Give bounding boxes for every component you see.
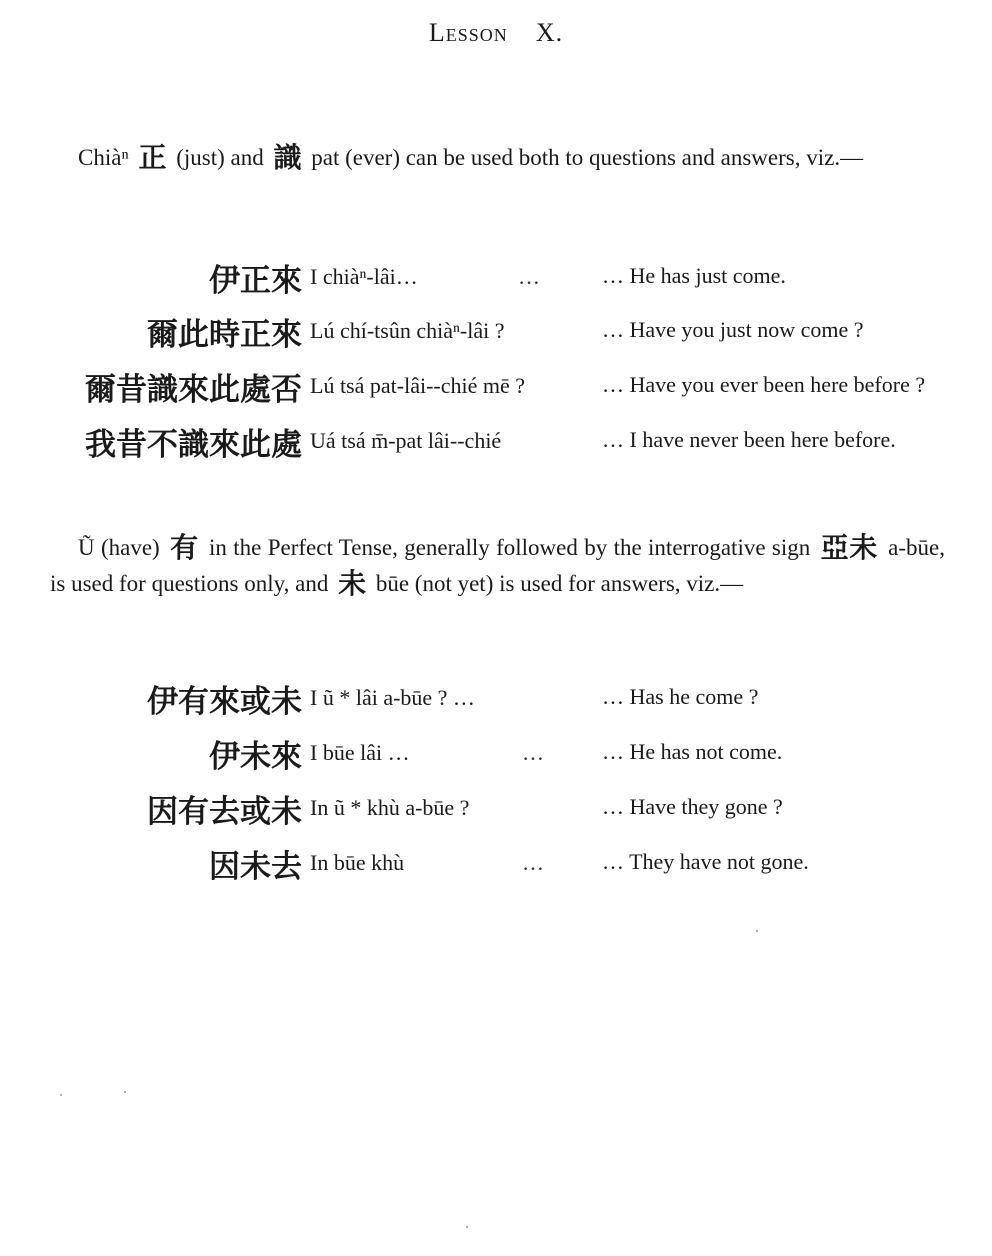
example-chinese: 爾此時正來	[147, 317, 302, 353]
example-row	[0, 316, 992, 372]
example-row	[0, 848, 992, 904]
scan-speck	[124, 1091, 126, 1093]
example-row	[0, 738, 992, 794]
para1-text-3: pat (ever) can be used both to questions and answers, viz.—	[311, 145, 864, 170]
para2-text-4: būe (not yet) is used for answers, viz.—	[375, 571, 744, 596]
example-row	[0, 793, 992, 849]
para1-text-2: (just) and	[176, 145, 264, 170]
para2-chinese-3: 未	[338, 567, 367, 600]
leader-dots: …	[522, 740, 544, 765]
lesson-number: X.	[535, 18, 564, 47]
intro-paragraph-2	[50, 530, 945, 602]
example-translation: … Have you just now come ?	[602, 317, 864, 342]
para2-text-2: in the Perfect Tense, generally followed by the interrogative sign	[209, 535, 811, 560]
example-row	[0, 426, 992, 482]
example-translation: … Have you ever been here before ?	[602, 372, 926, 397]
leader-dots: …	[518, 264, 540, 289]
example-translation: … He has just come.	[602, 263, 786, 288]
leader-dots: …	[522, 850, 544, 875]
example-translation: … He has not come.	[602, 739, 783, 764]
example-chinese: 我昔不識來此處	[85, 427, 302, 463]
example-translation: … Have they gone ?	[602, 794, 783, 819]
example-chinese: 因有去或未	[147, 794, 302, 830]
example-chinese: 伊有來或未	[147, 684, 302, 720]
para1-chinese-2: 識	[273, 141, 302, 174]
example-romanization: I būe lâi …	[310, 740, 410, 765]
para2-chinese-1: 有	[170, 531, 199, 564]
example-chinese: 伊未來	[209, 739, 302, 775]
scan-speck	[466, 1226, 468, 1228]
para2-text-1: Ũ (have)	[78, 535, 160, 560]
intro-paragraph-1	[50, 140, 945, 176]
example-row	[0, 683, 992, 739]
lesson-title	[0, 18, 992, 48]
scan-speck	[60, 1094, 62, 1096]
example-romanization: Uá tsá m̄-pat lâi--chié	[310, 428, 502, 453]
para1-chinese-1: 正	[138, 141, 167, 174]
example-romanization: Lú tsá pat-lâi--chié mē ?	[310, 373, 526, 398]
example-row	[0, 262, 992, 318]
example-romanization: In būe khù	[310, 850, 405, 875]
para2-text-3: a-būe, is used for questions only, and	[50, 535, 945, 596]
para2-chinese-2: 亞未	[820, 531, 878, 564]
example-romanization: In ũ * khù a-būe ?	[310, 795, 470, 820]
example-row	[0, 371, 992, 427]
example-romanization: I chiàⁿ-lâi…	[310, 264, 418, 289]
example-chinese: 爾昔識來此處否	[85, 372, 302, 408]
example-chinese: 伊正來	[209, 263, 302, 299]
example-translation: … I have never been here before.	[602, 427, 896, 452]
scan-speck	[756, 930, 758, 932]
example-translation: … They have not gone.	[602, 849, 809, 874]
example-romanization: I ũ * lâi a-būe ? …	[310, 685, 475, 710]
example-romanization: Lú chí-tsûn chiàⁿ-lâi ?	[310, 318, 505, 343]
example-translation: … Has he come ?	[602, 684, 759, 709]
para1-text-1: Chiàⁿ	[78, 145, 129, 170]
lesson-word: Lesson	[428, 18, 508, 47]
example-chinese: 因未去	[209, 849, 302, 885]
